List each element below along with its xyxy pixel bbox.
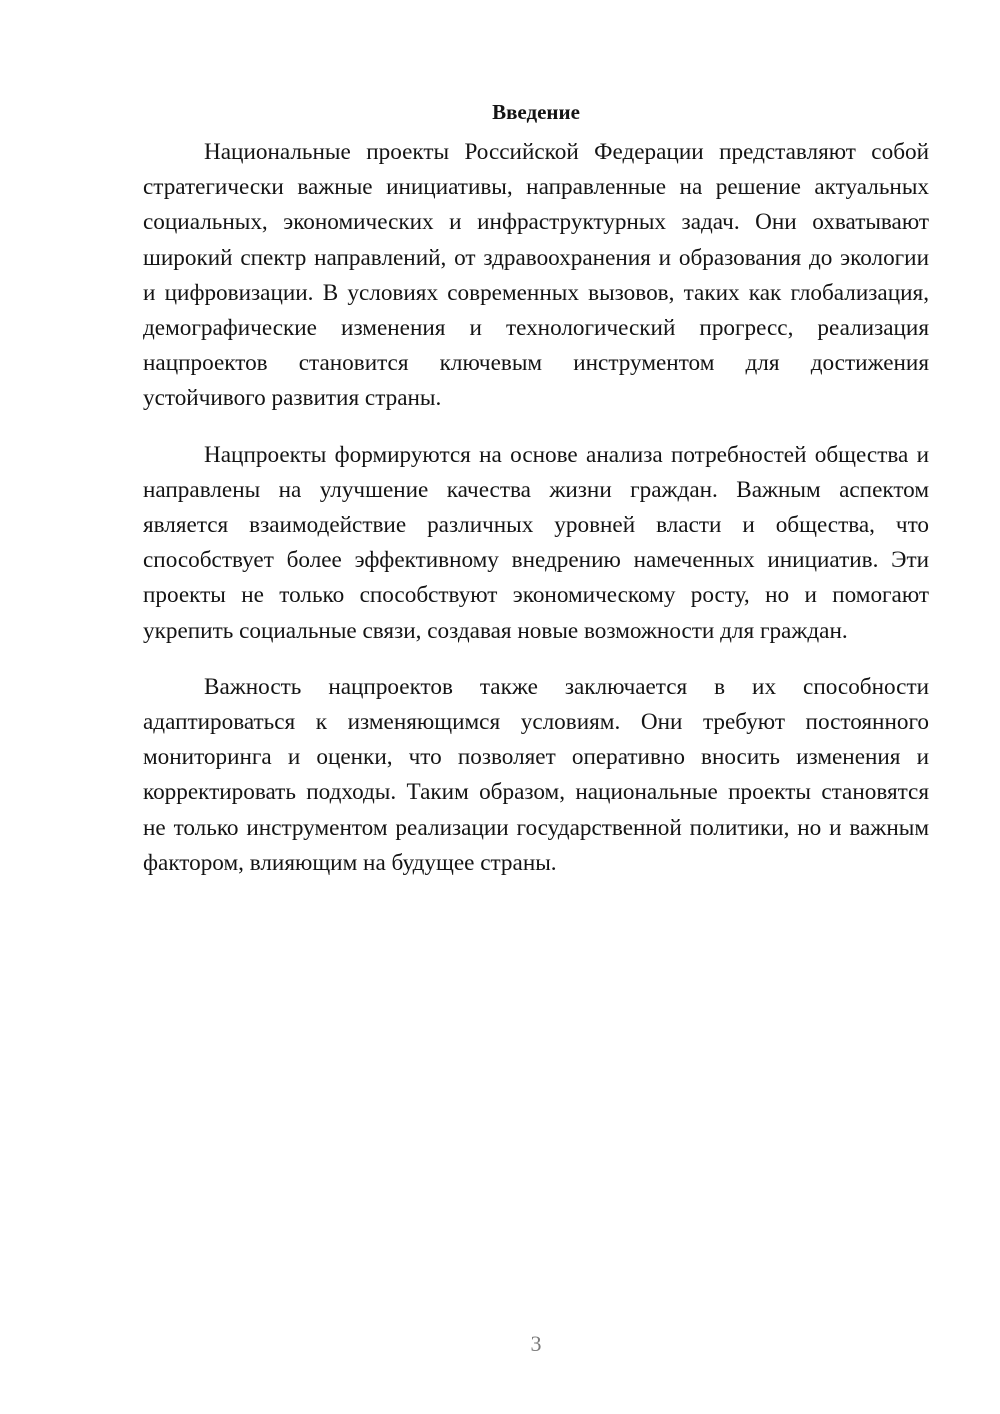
page-number: 3 [530,1331,542,1356]
paragraph-2: Нацпроекты формируются на основе анализа потребностей общества и направлены на улучшение качества жизни граждан. Важным аспектом является взаимодействие различных уровней власти и общества, что способствует более эффективному внедрению намеченных инициатив. Эти проекты не только способствуют экономическому росту, но и помогают укрепить социальные связи, создавая новые возможности для граждан. [143,441,929,644]
page-content [143,97,929,902]
section-heading: Введение [492,100,580,124]
paragraph-1: Национальные проекты Российской Федерации представляют собой стратегически важные инициативы, направленные на решение актуальных социальных, экономических и инфраструктурных задач. Они охватывают широкий спектр направлений, от здравоохранения и образования до экологии и цифровизации. В условиях современных вызовов, таких как глобализация, демографические изменения и технологический прогресс, реализация нацпроектов становится ключевым инструментом для достижения устойчивого развития страны. [143,139,929,412]
paragraph-3: Важность нацпроектов также заключается в их способности адаптироваться к изменяющимся условиям. Они требуют постоянного мониторинга и оценки, что позволяет оперативно вносить изменения и корректировать подходы. Таким образом, национальные проекты становятся не только инструментом реализации государственной политики, но и важным фактором, влияющим на будущее страны. [143,673,929,876]
